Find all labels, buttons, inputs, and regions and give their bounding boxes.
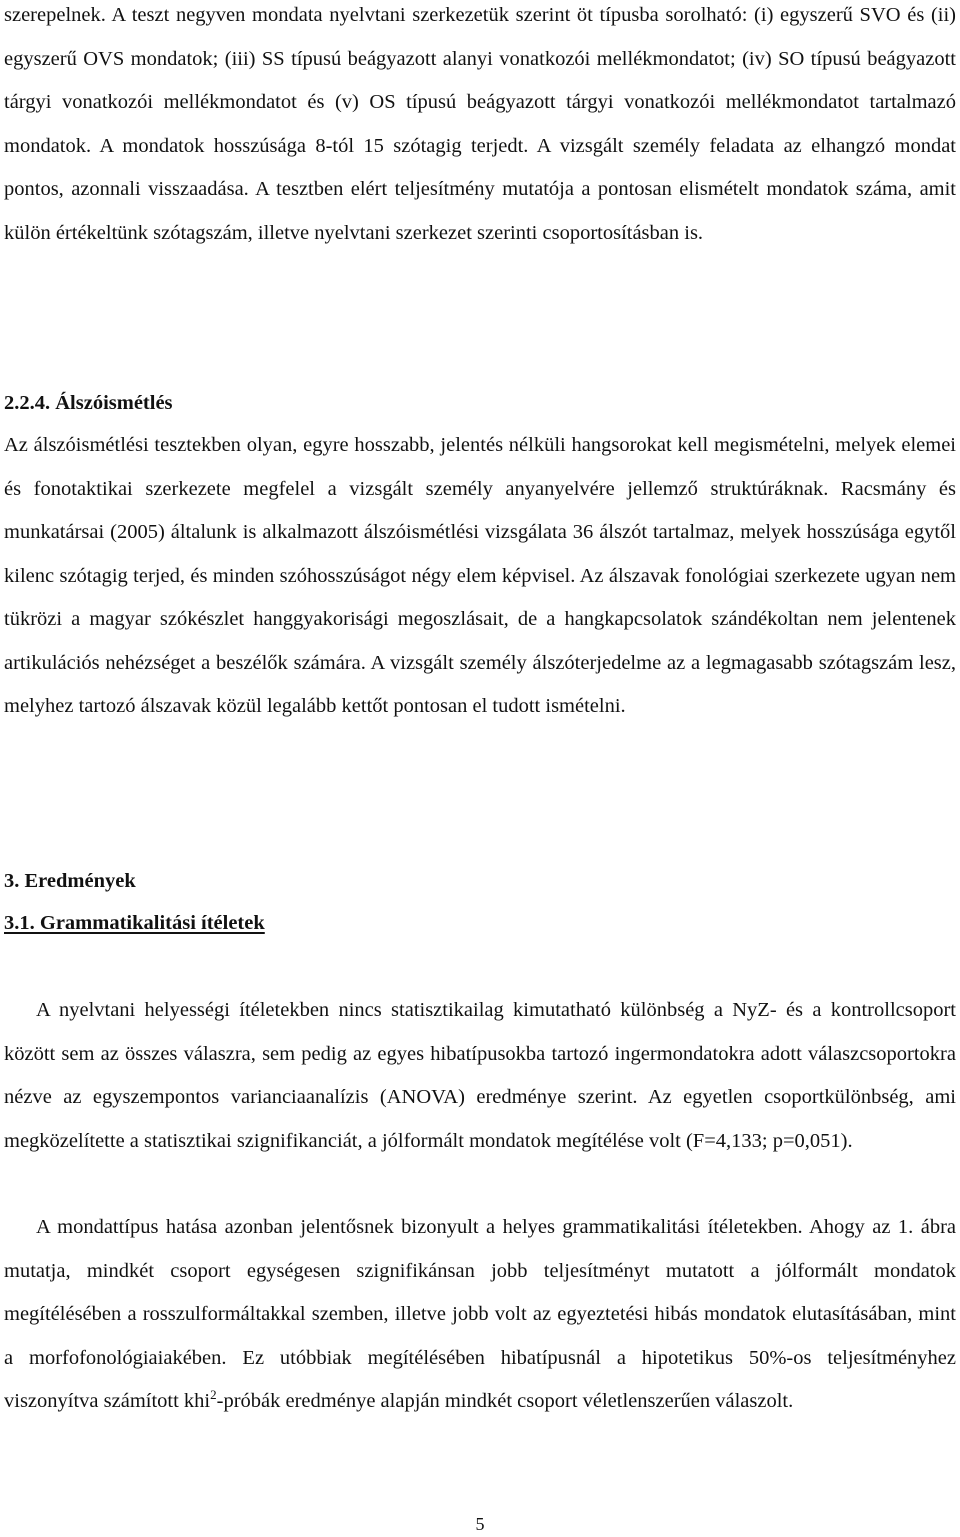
paragraph-results-grammaticality: A nyelvtani helyességi ítéletekben nincs statisztikailag kimutatható különbség a NyZ- és a kontrollcsoport között sem az összes válaszra, sem pedig az egyes hibatípusokba tartozó ingermondatokra adott válaszcsoportokra nézve az egyszempontos varianciaanalízis (ANOVA) eredménye szerint. Az egyetlen csoportkülönbség, ami megközelítette a statisztikai szignifikanciát, a jólformált mondatok megítélése volt (F=4,133; p=0,051).	[4, 999, 956, 1152]
page-number: 5	[475, 1514, 485, 1534]
document-page	[4, 0, 956, 1537]
section-heading-2-2-4: 2.2.4. Álszóismétlés	[4, 392, 173, 414]
paragraph-pseudoword-repetition: Az álszóismétlési tesztekben olyan, egyre hosszabb, jelentés nélküli hangsorokat kell megismételni, melyek elemei és fonotaktikai szerkezete megfelel a vizsgált személy anyanyelvére jellemző struktúráknak. Racsmány és munkatársai (2005) általunk is alkalmazott álszóismétlési vizsgálata 36 álszót tartalmaz, melyek hosszúsága egytől kilenc szótagig terjed, és minden szóhosszúságot négy elem képvisel. Az álszavak fonológiai szerkezete ugyan nem tükrözi a magyar szókészlet hanggyakorisági megoszlásait, de a hangkapcsolatok szándékoltan nem jelentenek artikulációs nehézséget a beszélők számára. A vizsgált személy álszóterjedelme az a legmagasabb szótagszám lesz, melyhez tartozó álszavak közül legalább kettőt pontosan el tudott ismételni.	[4, 434, 956, 717]
section-heading-3: 3. Eredmények	[4, 870, 136, 892]
paragraph-test-description: szerepelnek. A teszt negyven mondata nyelvtani szerkezetük szerint öt típusba sorolható: (i) egyszerű SVO és (ii) egyszerű OVS mondatok; (iii) SS típusú beágyazott alanyi vonatkozói mellékmondatot; (iv) SO típusú beágyazott tárgyi vonatkozói mellékmondatot és (v) OS típusú beágyazott tárgyi vonatkozói mellékmondatot tartalmazó mondatok. A mondatok hosszúsága 8-tól 15 szótagig terjedt. A vizsgált személy feladata az elhangzó mondat pontos, azonnali visszaadása. A tesztben elért teljesítmény mutatója a pontosan elismételt mondatok száma, amit külön értékeltünk szótagszám, illetve nyelvtani szerkezet szerinti csoportosításban is.	[4, 4, 956, 244]
paragraph-text-part-2: -próbák eredménye alapján mindkét csoport véletlenszerűen válaszolt.	[216, 1390, 794, 1412]
section-heading-3-1: 3.1. Grammatikalitási ítéletek	[4, 912, 265, 934]
paragraph-results-sentence-type	[4, 1206, 956, 1424]
paragraph-text-part-1: A mondattípus hatása azonban jelentősnek bizonyult a helyes grammatikalitási ítéletekben. Ahogy az 1. ábra mutatja, mindkét csoport egységesen szignifikánsan jobb teljesítményt mutatott a jólformált mondatok megítélésében a rosszulformáltakkal szemben, illetve jobb volt az egyeztetési hibás mondatok elutasításában, mint a morfofonológiaiakében. Ez utóbbiak megítélésében hibatípusnál a hipotetikus 50%-os teljesítményhez viszonyítva számított khi	[4, 1216, 956, 1412]
chi-square-superscript: 2	[210, 1387, 217, 1403]
